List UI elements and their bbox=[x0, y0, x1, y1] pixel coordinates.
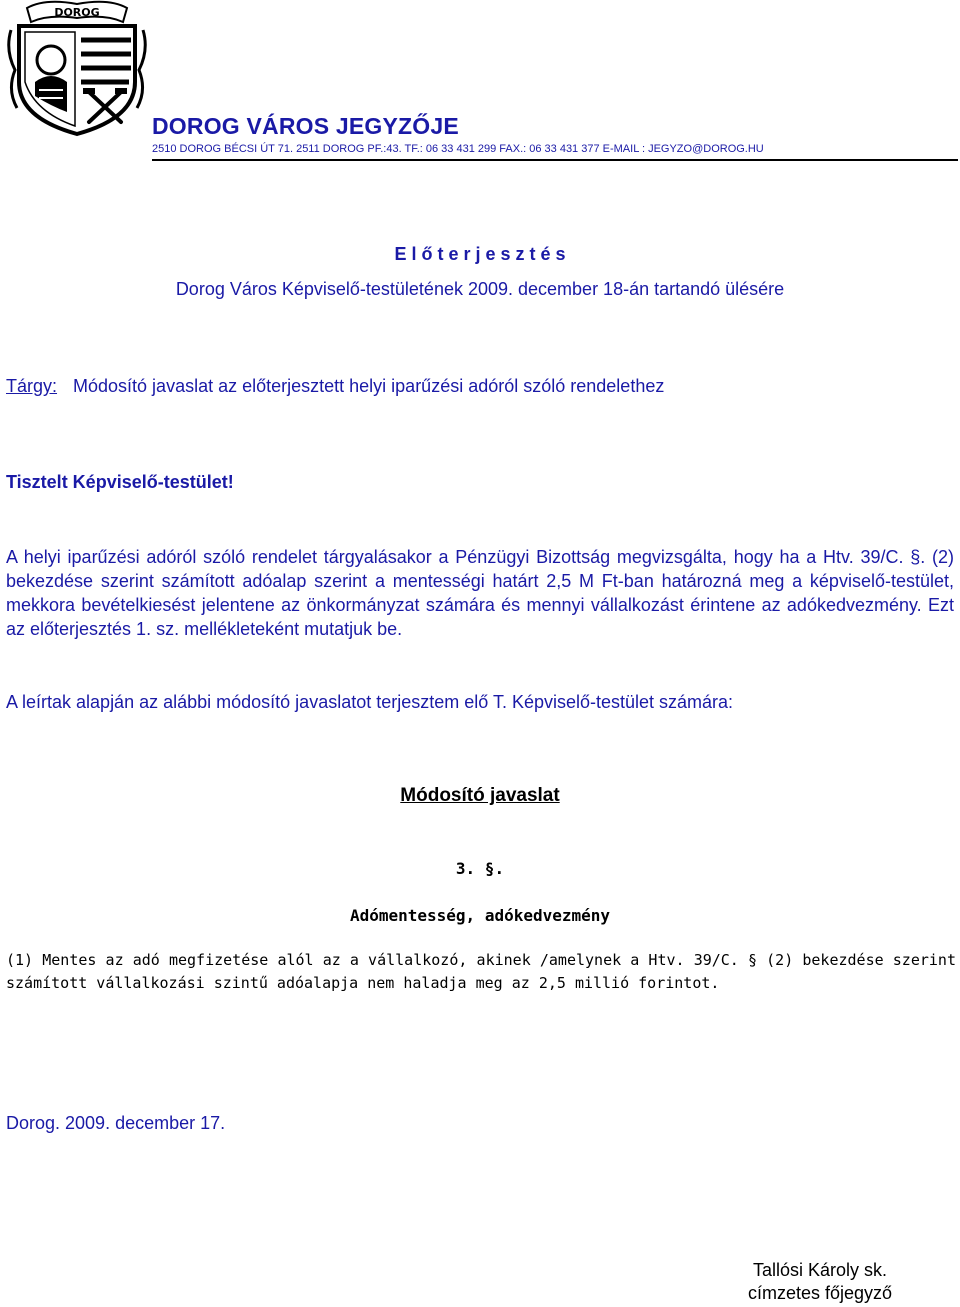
crest-banner-text: DOROG bbox=[54, 6, 100, 19]
section-number: 3. §. bbox=[455, 859, 505, 878]
body-paragraph-1: A helyi iparűzési adóról szóló rendelet tárgyalásakor a Pénzügyi Bizottság megvizsgálta, hogy ha a Htv. 39/C. §. (2) bekezdése szerint számított adóalap szerint a mentességi határt 2,5 M Ft-ban határozná meg a képviselő-testület, mekkora bevételkiesést jelentene az önkormányzat számára és mennyi vállalkozást érintene az adókedvezmény. Ezt az előterjesztés 1. sz. mellékleteként mutatjuk be. bbox=[6, 547, 954, 639]
provision-text: (1) Mentes az adó megfizetése alól az a vállalkozó, akinek /amelynek a Htv. 39/C. § (2) bekezdése szerint számított vállalkozási szintű adóalapja nem haladja meg az 2,5 millió forintot. bbox=[6, 951, 956, 992]
proposal-title: Módosító javaslat bbox=[400, 785, 560, 806]
subject-text: Módosító javaslat az előterjesztett helyi iparűzési adóról szóló rendelethez bbox=[73, 376, 665, 396]
header-divider bbox=[152, 159, 958, 161]
body-paragraph-2: A leírtak alapján az alábbi módosító javaslatot terjesztem elő T. Képviselő-testület számára: bbox=[6, 692, 734, 712]
org-address: 2510 DOROG BÉCSI ÚT 71. 2511 DOROG PF.:43. TF.: 06 33 431 299 FAX.: 06 33 431 377 E-MAIL : JEGYZO@DOROG.HU bbox=[152, 143, 764, 155]
document-type: E l ő t e r j e s z t é s bbox=[394, 244, 566, 264]
city-crest-logo bbox=[5, 0, 150, 138]
meeting-line: Dorog Város Képviselő-testületének 2009. december 18-án tartandó ülésére bbox=[175, 279, 785, 299]
subject-line bbox=[6, 376, 664, 397]
section-title: Adómentesség, adókedvezmény bbox=[349, 906, 611, 925]
signer-name: Tallósi Károly sk. bbox=[753, 1260, 888, 1280]
org-name: DOROG VÁROS JEGYZŐJE bbox=[152, 113, 459, 139]
place-date: Dorog. 2009. december 17. bbox=[6, 1113, 226, 1133]
salutation: Tisztelt Képviselő-testület! bbox=[6, 472, 234, 492]
signer-title: címzetes főjegyző bbox=[748, 1283, 893, 1303]
subject-label: Tárgy: bbox=[6, 376, 58, 396]
